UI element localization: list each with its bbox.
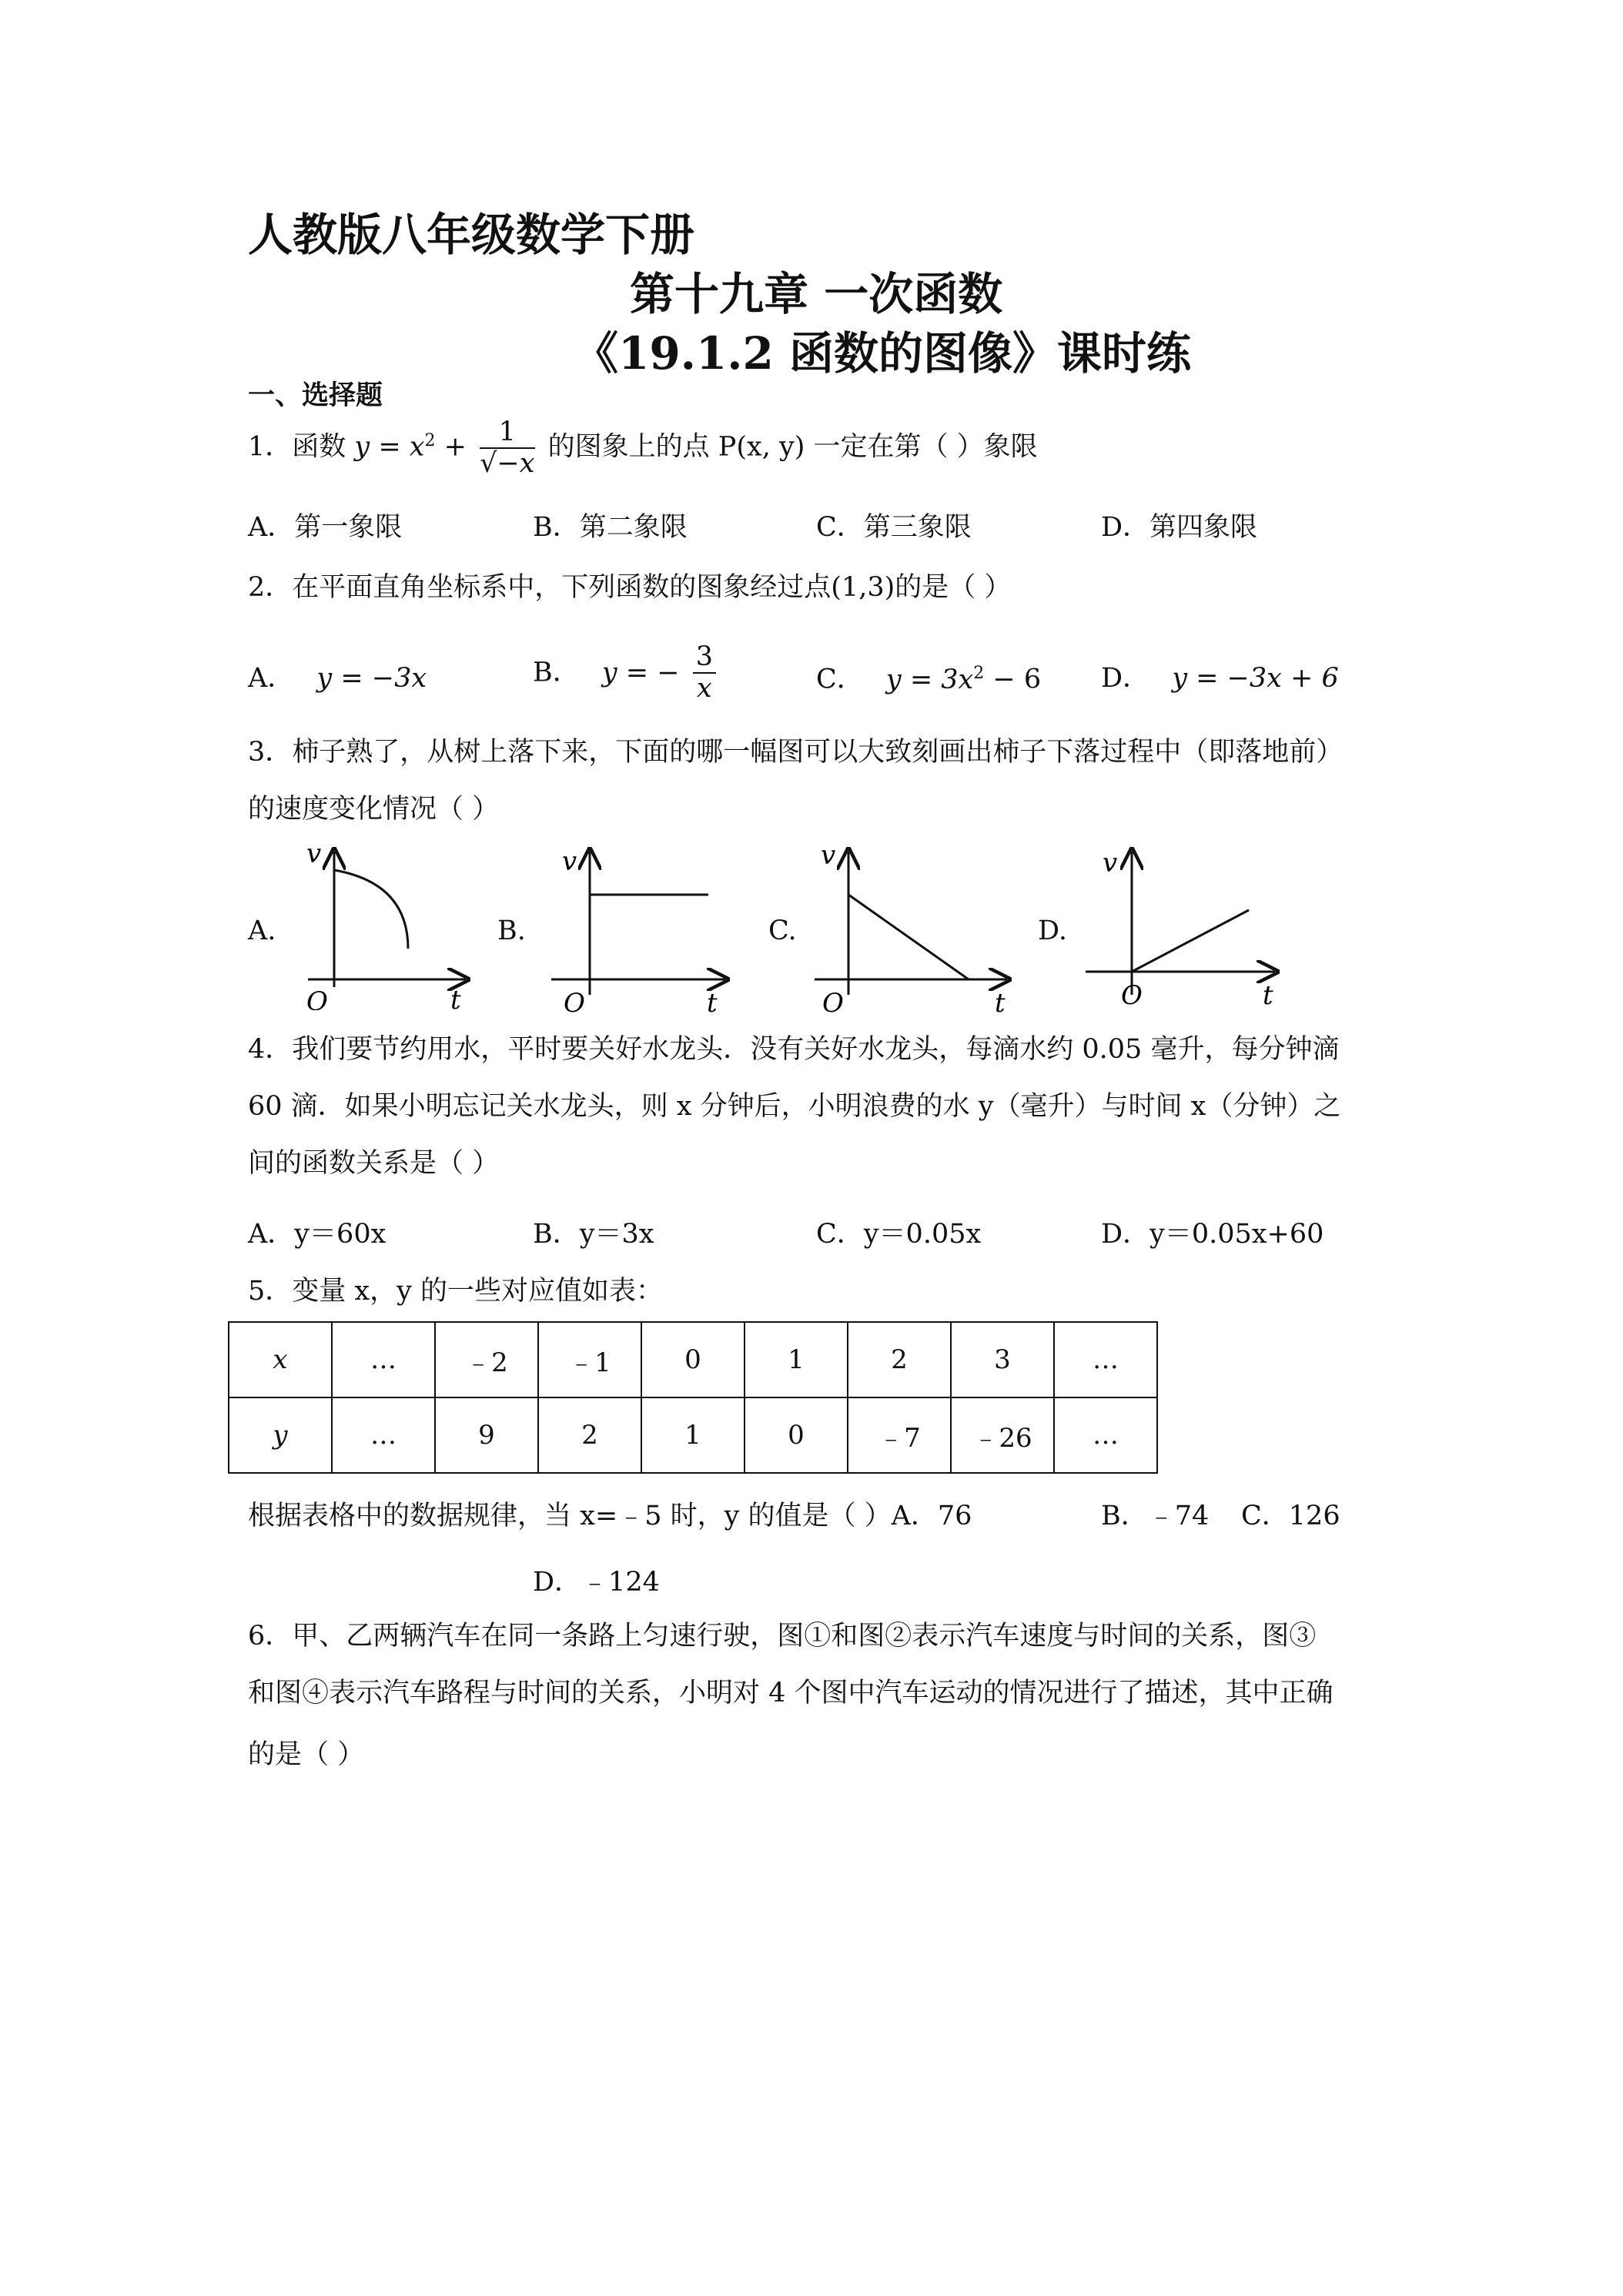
- q4-option-d[interactable]: D．y＝0.05x+60: [1101, 1219, 1324, 1250]
- axis-t-label: t: [995, 988, 1006, 1018]
- q2-option-a-label: A．: [248, 663, 295, 694]
- question-3-line-2: 的速度变化情况（ ）: [248, 794, 500, 825]
- q2-option-c-exponent: 2: [973, 664, 985, 683]
- q3-graph-d[interactable]: [1078, 841, 1286, 1018]
- q2-option-d-expr: y = −3x + 6: [1172, 663, 1339, 694]
- question-5-stem: 5．变量 x，y 的一些对应值如表：: [248, 1276, 664, 1307]
- table-cell: …: [1054, 1397, 1157, 1473]
- q3-option-c-label[interactable]: C.: [768, 915, 797, 946]
- q3-option-d-label[interactable]: D.: [1038, 915, 1067, 946]
- table-cell: ﹣7: [848, 1397, 951, 1473]
- axis-v-label: v: [1103, 848, 1118, 879]
- table-cell: 3: [951, 1322, 1054, 1397]
- q3-option-a-label[interactable]: A.: [248, 915, 276, 946]
- axis-t-label: t: [450, 985, 461, 1010]
- origin-label: O: [1121, 980, 1143, 1011]
- q3-option-b-label[interactable]: B.: [497, 915, 526, 946]
- q3-graph-b[interactable]: [544, 841, 736, 1018]
- q3-graph-a[interactable]: [293, 841, 477, 1010]
- table-cell: 0: [745, 1397, 848, 1473]
- table-cell: 1: [641, 1397, 745, 1473]
- q2-option-a[interactable]: [248, 665, 427, 692]
- axis-t-label: t: [707, 988, 718, 1018]
- table-cell: …: [1054, 1322, 1157, 1397]
- q5-value-table: [228, 1321, 1158, 1474]
- question-1-stem: [248, 419, 1038, 477]
- q1-formula: y = x: [354, 431, 425, 463]
- q5-option-d[interactable]: D．﹣124: [533, 1567, 660, 1598]
- book-title: 人教版八年级数学下册: [248, 209, 695, 261]
- table-cell: ﹣1: [538, 1322, 641, 1397]
- table-cell: …: [332, 1397, 435, 1473]
- q1-option-b[interactable]: B．第二象限: [533, 512, 688, 543]
- q1-fraction: [480, 419, 534, 477]
- table-cell: 2: [538, 1397, 641, 1473]
- q2-option-b-denominator: x: [696, 673, 712, 704]
- q2-option-b[interactable]: [533, 641, 721, 704]
- table-row-y: [229, 1397, 1157, 1473]
- q2-option-b-pre: y = −: [601, 657, 680, 688]
- origin-label: O: [564, 988, 585, 1018]
- section-title: 一、选择题: [248, 380, 383, 411]
- q1-plus: +: [443, 431, 467, 463]
- axis-v-label: v: [562, 846, 577, 877]
- origin-label: O: [822, 988, 844, 1018]
- question-4-line-3: 间的函数关系是（ ）: [248, 1148, 500, 1179]
- q4-option-b[interactable]: B．y＝3x: [533, 1219, 654, 1250]
- lesson-title: 《19.1.2 函数的图像》课时练: [574, 327, 1192, 380]
- q5-option-c[interactable]: C．126: [1241, 1501, 1340, 1531]
- axis-v-label: v: [821, 841, 836, 871]
- line-decreasing: [848, 895, 969, 979]
- question-6-line-2: 和图④表示汽车路程与时间的关系，小明对 4 个图中汽车运动的情况进行了描述，其中正确: [248, 1678, 1334, 1709]
- q2-option-c-post: − 6: [984, 664, 1042, 695]
- q4-option-a[interactable]: A．y＝60x: [248, 1219, 387, 1250]
- origin-label: O: [306, 986, 328, 1010]
- q2-option-d-label: D．: [1101, 663, 1150, 694]
- chapter-title: 第十九章 一次函数: [630, 268, 1003, 320]
- table-cell: 2: [848, 1322, 951, 1397]
- table-cell: 1: [745, 1322, 848, 1397]
- curve-decreasing: [334, 870, 408, 949]
- q1-prefix: 1．函数: [248, 431, 346, 463]
- table-cell: ﹣2: [435, 1322, 538, 1397]
- q2-option-c-label: C．: [816, 664, 864, 695]
- question-4-line-1: 4．我们要节约用水，平时要关好水龙头．没有关好水龙头，每滴水约 0.05 毫升，每分钟滴: [248, 1034, 1340, 1065]
- table-cell: 0: [641, 1322, 745, 1397]
- q1-fraction-numerator: 1: [480, 419, 534, 449]
- q2-option-b-numerator: 3: [693, 644, 716, 674]
- axis-t-label: t: [1263, 980, 1273, 1011]
- axis-v-label: v: [306, 841, 322, 869]
- question-3-line-1: 3．柿子熟了，从树上落下来，下面的哪一幅图可以大致刻画出柿子下落过程中（即落地前）: [248, 737, 1344, 768]
- q2-option-a-expr: y = −3x: [316, 663, 427, 694]
- q5-option-b[interactable]: B．﹣74: [1101, 1501, 1210, 1531]
- table-cell: 9: [435, 1397, 538, 1473]
- q2-option-b-fraction: [693, 641, 716, 704]
- q5-question-and-option-a[interactable]: 根据表格中的数据规律，当 x=﹣5 时，y 的值是（ ）A．76: [248, 1501, 972, 1531]
- q2-option-c[interactable]: [816, 665, 1041, 694]
- q2-option-b-label: B．: [533, 657, 580, 688]
- table-row-x: [229, 1322, 1157, 1397]
- q2-option-c-pre: y = 3x: [885, 664, 974, 695]
- q1-option-d[interactable]: D．第四象限: [1101, 512, 1258, 543]
- question-6-line-3: 的是（ ）: [248, 1739, 365, 1770]
- question-6-line-1: 6．甲、乙两辆汽车在同一条路上匀速行驶，图①和图②表示汽车速度与时间的关系，图③: [248, 1621, 1317, 1652]
- q4-option-c[interactable]: C．y＝0.05x: [816, 1219, 982, 1250]
- question-4-line-2: 60 滴．如果小明忘记关水龙头，则 x 分钟后，小明浪费的水 y（毫升）与时间 x（分钟）之: [248, 1091, 1341, 1122]
- q2-option-d[interactable]: [1101, 665, 1339, 692]
- q1-option-c[interactable]: C．第三象限: [816, 512, 972, 543]
- table-cell: …: [332, 1322, 435, 1397]
- q1-option-a[interactable]: A．第一象限: [248, 512, 403, 543]
- question-2-stem: 2．在平面直角坐标系中，下列函数的图象经过点(1,3)的是（ ）: [248, 572, 1012, 603]
- q1-fraction-denominator: √−x: [480, 448, 535, 479]
- q1-exponent: 2: [424, 430, 436, 450]
- line-increasing: [1132, 910, 1249, 972]
- table-cell: ﹣26: [951, 1397, 1054, 1473]
- q3-graph-c[interactable]: [810, 841, 1018, 1018]
- q1-suffix: 的图象上的点 P(x, y) 一定在第（ ）象限: [547, 431, 1038, 463]
- table-cell: y: [229, 1397, 332, 1473]
- table-cell: x: [229, 1322, 332, 1397]
